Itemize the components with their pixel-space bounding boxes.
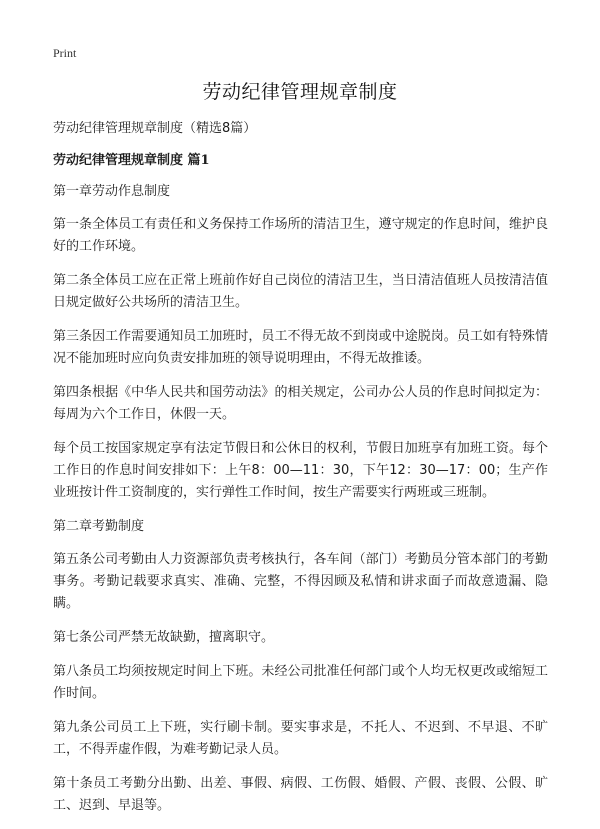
article-7: 第七条公司严禁无故缺勤，擅离职守。: [53, 630, 275, 645]
print-link[interactable]: Print: [53, 46, 77, 60]
article-4-note: 每个员工按国家规定享有法定节假日和公休日的权利，节假日加班享有加班工资。每个工作日的作息时间安排如下：上午8：00—11：30，下午12：30—17：00；生产作业班按计件工资制度的，实行弹性工作时间，按生产需要实行两班或三班制。: [53, 441, 548, 500]
article-4: 第四条根据《中华人民共和国劳动法》的相关规定，公司办公人员的作息时间拟定为：每周为六个工作日，休假一天。: [53, 385, 548, 422]
article-8: 第八条员工均须按规定时间上下班。未经公司批准任何部门或个人均无权更改或缩短工作时间。: [53, 664, 548, 701]
section-heading: 劳动纪律管理规章制度 篇1: [53, 153, 210, 168]
document-title: 劳动纪律管理规章制度: [202, 81, 398, 103]
article-5: 第五条公司考勤由人力资源部负责考核执行，各车间（部门）考勤员分管本部门的考勤事务。考勤记载要求真实、准确、完整，不得因顾及私情和讲求面子而故意遗漏、隐瞒。: [53, 552, 548, 611]
document-body: [53, 118, 548, 829]
article-10: 第十条员工考勤分出勤、出差、事假、病假、工伤假、婚假、产假、丧假、公假、旷工、迟到、早退等。: [53, 776, 548, 813]
chapter-heading-2: 第二章考勤制度: [53, 519, 145, 534]
article-1: 第一条全体员工有责任和义务保持工作场所的清洁卫生，遵守规定的作息时间，维护良好的工作环境。: [53, 217, 548, 254]
document-subtitle: 劳动纪律管理规章制度（精选8篇）: [53, 121, 257, 136]
article-2: 第二条全体员工应在正常上班前作好自己岗位的清洁卫生，当日清洁值班人员按清洁值日规定做好公共场所的清洁卫生。: [53, 273, 548, 310]
article-3: 第三条因工作需要通知员工加班时，员工不得无故不到岗或中途脱岗。员工如有特殊情况不能加班时应向负责安排加班的领导说明理由，不得无故推诿。: [53, 329, 548, 366]
chapter-heading-1: 第一章劳动作息制度: [53, 184, 171, 199]
article-9: 第九条公司员工上下班，实行刷卡制。要实事求是，不托人、不迟到、不早退、不旷工，不得弄虚作假，为难考勤记录人员。: [53, 720, 548, 757]
